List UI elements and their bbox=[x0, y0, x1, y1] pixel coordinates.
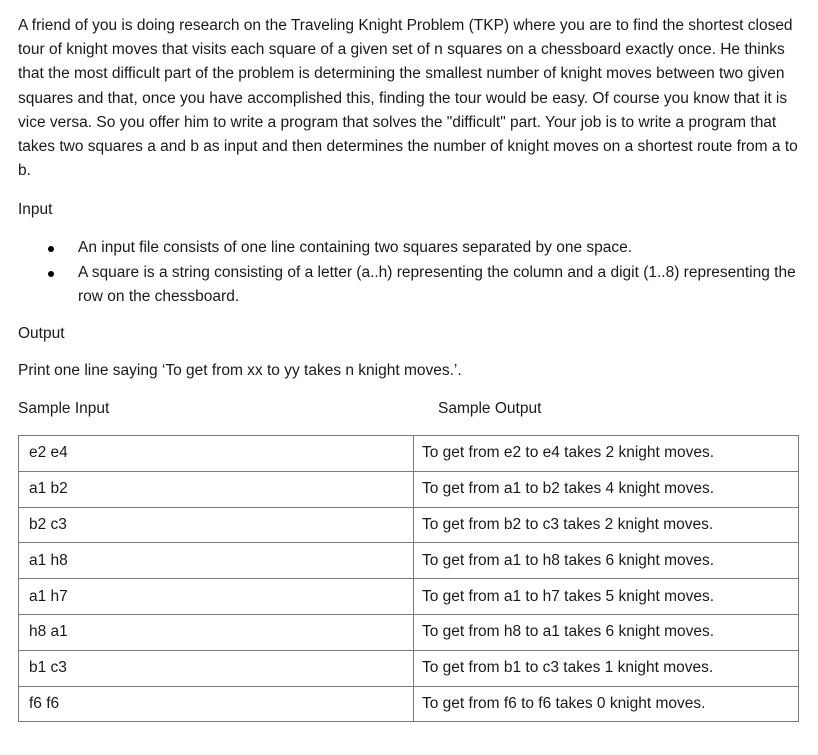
input-bullet-item bbox=[18, 261, 803, 310]
bullet-dot-icon bbox=[48, 271, 54, 277]
sample-input-cell: a1 h8 bbox=[19, 543, 414, 579]
output-heading: Output bbox=[18, 325, 65, 342]
sample-input-cell: b2 c3 bbox=[19, 507, 414, 543]
sample-output-cell: To get from a1 to h8 takes 6 knight moves. bbox=[414, 543, 799, 579]
output-description: Print one line saying ‘To get from xx to yy takes n knight moves.’. bbox=[18, 362, 462, 379]
input-bullet-list bbox=[18, 236, 803, 310]
sample-input-cell: h8 a1 bbox=[19, 614, 414, 650]
sample-output-cell: To get from e2 to e4 takes 2 knight moves. bbox=[414, 436, 799, 472]
sample-input-cell: e2 e4 bbox=[19, 436, 414, 472]
table-row bbox=[19, 650, 799, 686]
sample-output-label: Sample Output bbox=[438, 400, 542, 417]
table-row bbox=[19, 579, 799, 615]
table-row bbox=[19, 686, 799, 722]
table-row bbox=[19, 543, 799, 579]
sample-input-cell: f6 f6 bbox=[19, 686, 414, 722]
bullet-dot-icon bbox=[48, 246, 54, 252]
sample-output-cell: To get from f6 to f6 takes 0 knight moves. bbox=[414, 686, 799, 722]
table-row bbox=[19, 436, 799, 472]
sample-table bbox=[18, 435, 799, 722]
table-row bbox=[19, 614, 799, 650]
table-row bbox=[19, 471, 799, 507]
sample-input-label: Sample Input bbox=[18, 400, 110, 417]
table-row bbox=[19, 507, 799, 543]
input-bullet-text: An input file consists of one line containing two squares separated by one space. bbox=[78, 239, 633, 256]
sample-output-cell: To get from b2 to c3 takes 2 knight moves. bbox=[414, 507, 799, 543]
sample-output-cell: To get from a1 to h7 takes 5 knight moves. bbox=[414, 579, 799, 615]
input-heading: Input bbox=[18, 201, 53, 218]
sample-output-cell: To get from b1 to c3 takes 1 knight moves. bbox=[414, 650, 799, 686]
problem-description: A friend of you is doing research on the Traveling Knight Problem (TKP) where you are to find the shortest closed tour of knight moves that visits each square of a given set of n squares on a chessboard exactly once. He thinks that the most difficult part of the problem is determining the smallest number of knight moves between two given squares and that, once you have accomplished this, finding the tour would be easy. Of course you know that it is vice versa. So you offer him to write a program that solves the "difficult" part. Your job is to write a program that takes two squares a and b as input and then determines the number of knight moves on a shortest route from a to b. bbox=[18, 17, 798, 180]
sample-input-cell: a1 h7 bbox=[19, 579, 414, 615]
input-bullet-text: A square is a string consisting of a letter (a..h) representing the column and a digit (1..8) representing the row on the chessboard. bbox=[78, 263, 796, 305]
sample-output-cell: To get from a1 to b2 takes 4 knight moves. bbox=[414, 471, 799, 507]
sample-input-cell: a1 b2 bbox=[19, 471, 414, 507]
input-bullet-item bbox=[18, 236, 803, 261]
sample-output-cell: To get from h8 to a1 takes 6 knight moves. bbox=[414, 614, 799, 650]
sample-input-cell: b1 c3 bbox=[19, 650, 414, 686]
